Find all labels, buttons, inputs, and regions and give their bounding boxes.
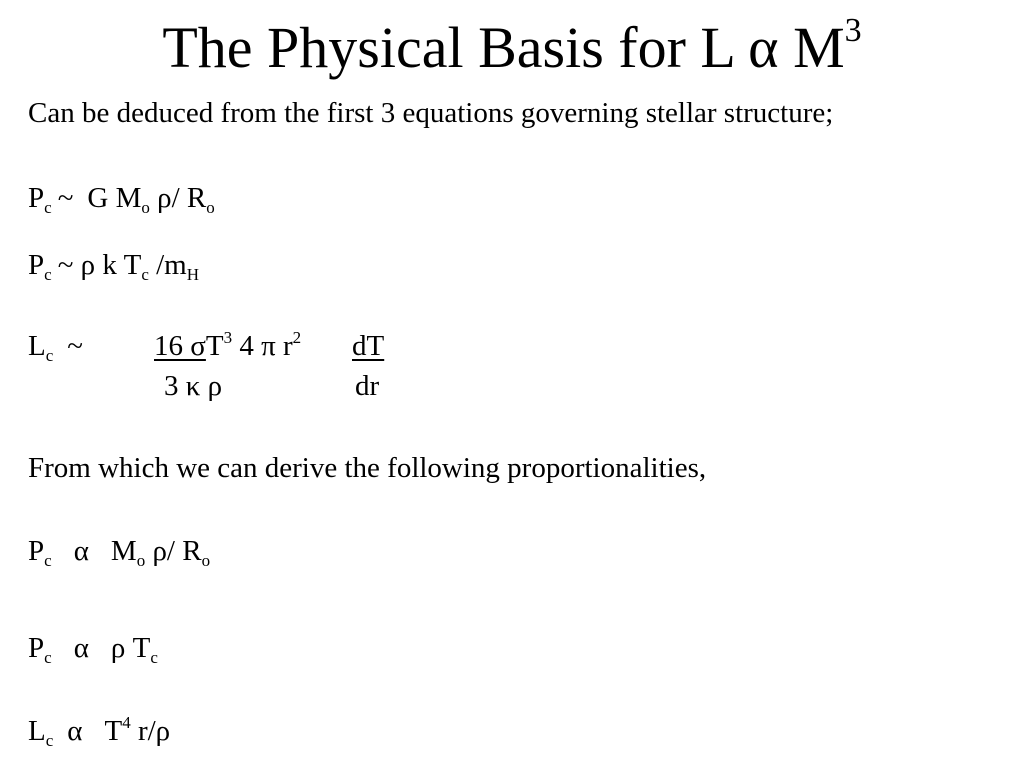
eq1-gm: G M (87, 182, 142, 214)
title-text: The Physical Basis for L (162, 15, 734, 80)
eq2-lhs: P (28, 249, 45, 281)
prop3-r-over-rho: r/ρ (137, 715, 171, 747)
prop1-rho-over-r: ρ/ R (152, 535, 202, 567)
proportionality-luminosity (28, 713, 170, 749)
derive-text: From which we can derive the following proportionalities, (28, 452, 707, 484)
prop1-alpha: α (73, 535, 89, 567)
equation-luminosity-dt (352, 328, 384, 364)
equation-luminosity-dr: dr (355, 370, 380, 402)
intro-text: Can be deduced from the first 3 equations governing stellar structure; (28, 97, 834, 129)
eq1-r-sub: o (206, 198, 215, 217)
eq1-rel: ~ (57, 182, 74, 214)
equation-luminosity-denominator: 3 κ ρ (164, 370, 223, 402)
equation-luminosity-lhs (28, 328, 83, 364)
eq2-m-sub: H (186, 265, 200, 284)
eq3-numerator-4-pi-r: 4 π r (239, 330, 293, 362)
eq3-numerator-r-exp: 2 (292, 328, 302, 347)
title-mass: M (793, 15, 845, 80)
prop1-m: M (110, 535, 137, 567)
prop1-lhs: P (28, 535, 45, 567)
proportionality-pressure-mass (28, 533, 210, 569)
prop3-alpha: α (67, 715, 83, 747)
prop1-m-sub: o (136, 551, 146, 570)
eq3-numerator-16-sigma: 16 σ (154, 330, 206, 362)
slide-title (0, 8, 1024, 88)
prop3-t-exp: 4 (122, 713, 131, 732)
proportionality-pressure-temperature (28, 630, 158, 666)
title-exponent: 3 (844, 12, 862, 49)
eq2-rho-k-t: ρ k T (80, 249, 142, 281)
eq3-lhs-sub: c (45, 346, 54, 365)
eq1-lhs-sub: c (44, 198, 52, 217)
prop2-lhs: P (28, 632, 45, 664)
eq3-rel: ~ (67, 330, 83, 362)
prop3-lhs-sub: c (45, 731, 54, 750)
eq2-t-sub: c (141, 265, 149, 284)
prop2-lhs-sub: c (44, 648, 52, 667)
eq2-rel: ~ (57, 249, 74, 281)
prop3-lhs: L (28, 715, 46, 747)
prop3-t: T (104, 715, 123, 747)
eq3-lhs: L (28, 330, 46, 362)
eq1-rho-over-r: ρ/ R (157, 182, 207, 214)
eq3-numerator-t-exp: 3 (223, 328, 233, 347)
prop2-t-sub: c (150, 648, 158, 667)
prop2-alpha: α (73, 632, 89, 664)
equation-hydrostatic (28, 180, 215, 216)
prop1-r-sub: o (201, 551, 211, 570)
eq3-numerator-t: T (205, 330, 224, 362)
equation-gas-pressure (28, 247, 199, 283)
title-alpha-symbol: α (748, 15, 779, 80)
prop1-lhs-sub: c (44, 551, 52, 570)
eq1-m-sub: o (141, 198, 150, 217)
equation-luminosity-numerator (154, 328, 301, 364)
eq2-over-m: /m (156, 249, 187, 281)
eq3-dt: dT (352, 330, 385, 362)
prop2-rho-t: ρ T (110, 632, 151, 664)
eq1-lhs: P (28, 182, 45, 214)
eq2-lhs-sub: c (44, 265, 52, 284)
